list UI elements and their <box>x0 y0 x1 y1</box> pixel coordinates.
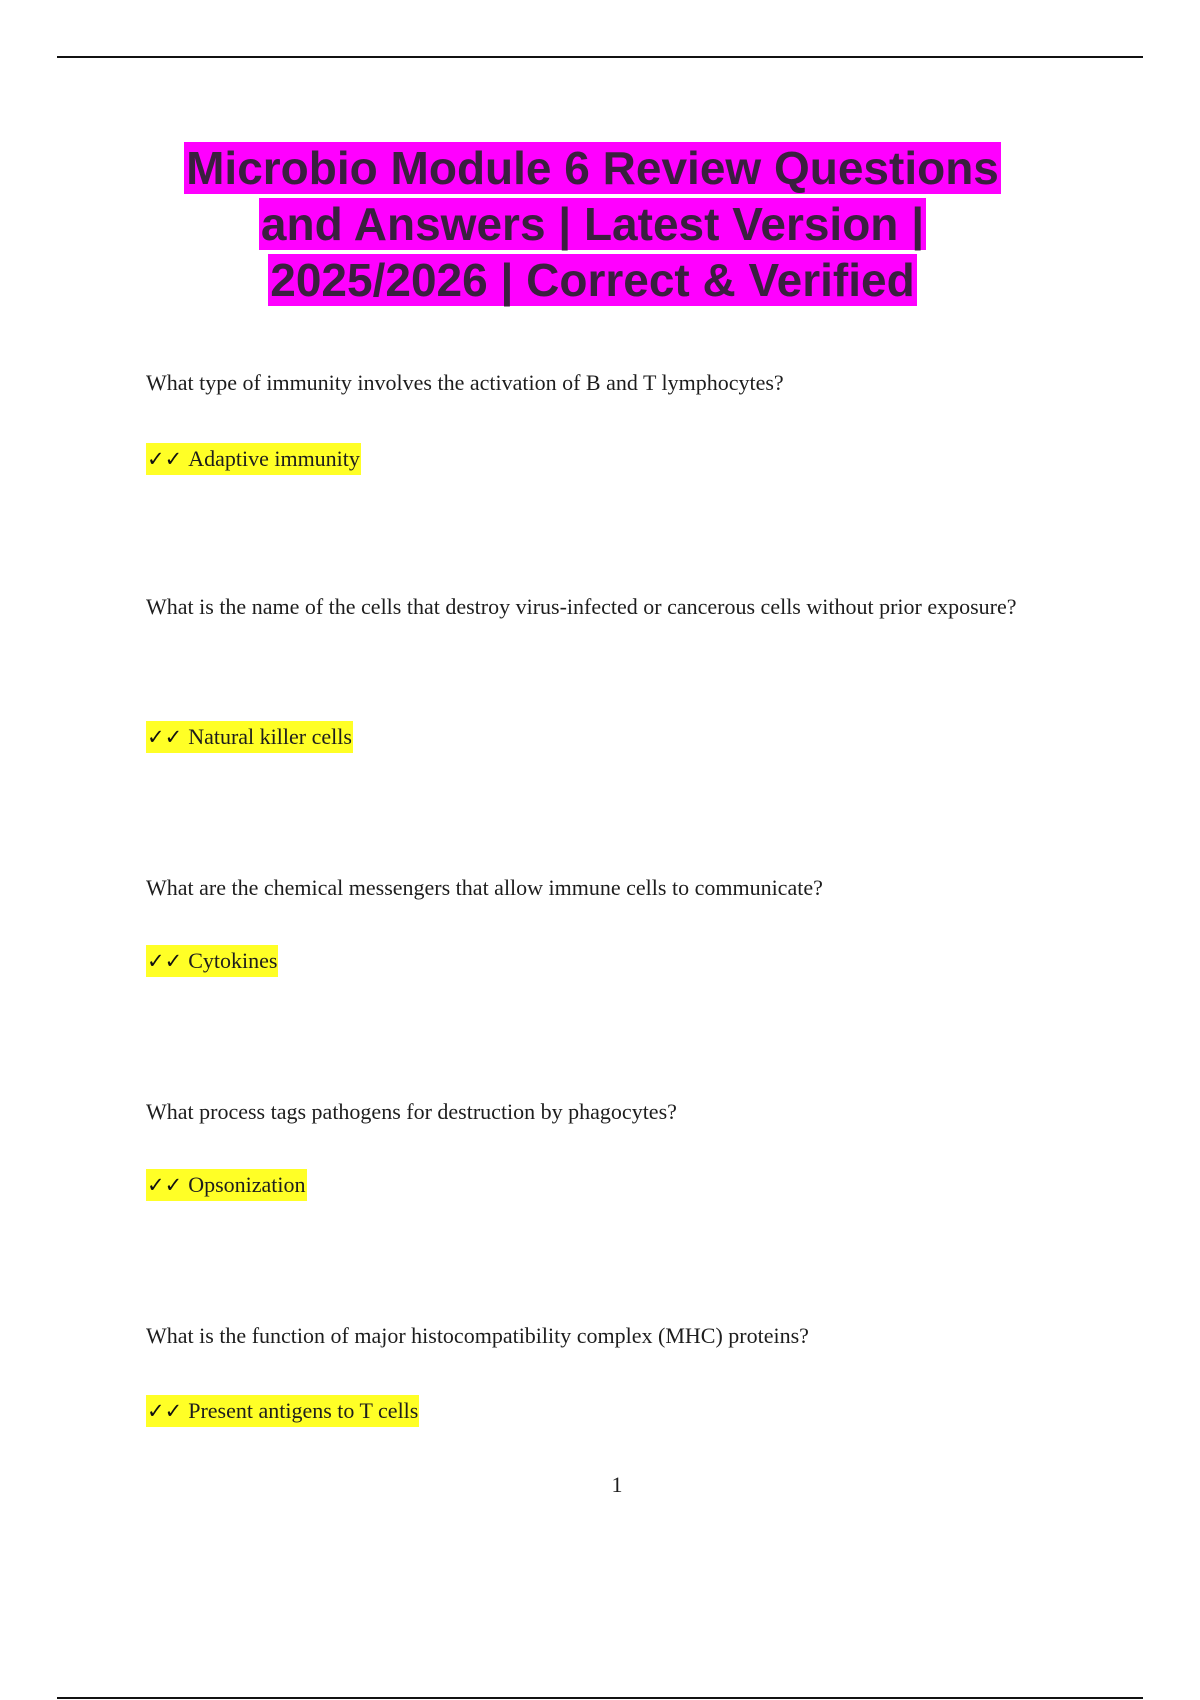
question-1: What type of immunity involves the activation of B and T lymphocytes? <box>146 370 784 395</box>
answer-3 <box>146 945 278 977</box>
answer-3-text: Cytokines <box>188 948 278 973</box>
answer-1-text: Adaptive immunity <box>188 446 360 471</box>
double-check-icon: ✓✓ <box>147 1173 183 1197</box>
answer-1 <box>146 443 361 475</box>
answer-2 <box>146 721 353 753</box>
document-title <box>0 140 1185 308</box>
title-line-3: 2025/2026 | Correct & Verified <box>270 254 915 306</box>
question-5: What is the function of major histocompatibility complex (MHC) proteins? <box>146 1323 809 1348</box>
page-number: 1 <box>611 1472 623 1497</box>
title-line-2: and Answers | Latest Version | <box>260 198 925 250</box>
question-2: What is the name of the cells that destroy virus-infected or cancerous cells without prior exposure? <box>146 594 1017 619</box>
double-check-icon: ✓✓ <box>147 447 183 471</box>
answer-2-text: Natural killer cells <box>188 724 352 749</box>
answer-5-text: Present antigens to T cells <box>188 1398 419 1423</box>
question-4: What process tags pathogens for destruction by phagocytes? <box>146 1099 677 1124</box>
question-3: What are the chemical messengers that allow immune cells to communicate? <box>146 875 823 900</box>
title-line-1: Microbio Module 6 Review Questions <box>186 142 999 194</box>
double-check-icon: ✓✓ <box>147 725 183 749</box>
answer-5 <box>146 1395 419 1427</box>
answer-4-text: Opsonization <box>188 1172 306 1197</box>
bottom-rule <box>57 1697 1143 1699</box>
double-check-icon: ✓✓ <box>147 949 183 973</box>
double-check-icon: ✓✓ <box>147 1399 183 1423</box>
top-rule <box>57 56 1143 58</box>
answer-4 <box>146 1169 307 1201</box>
